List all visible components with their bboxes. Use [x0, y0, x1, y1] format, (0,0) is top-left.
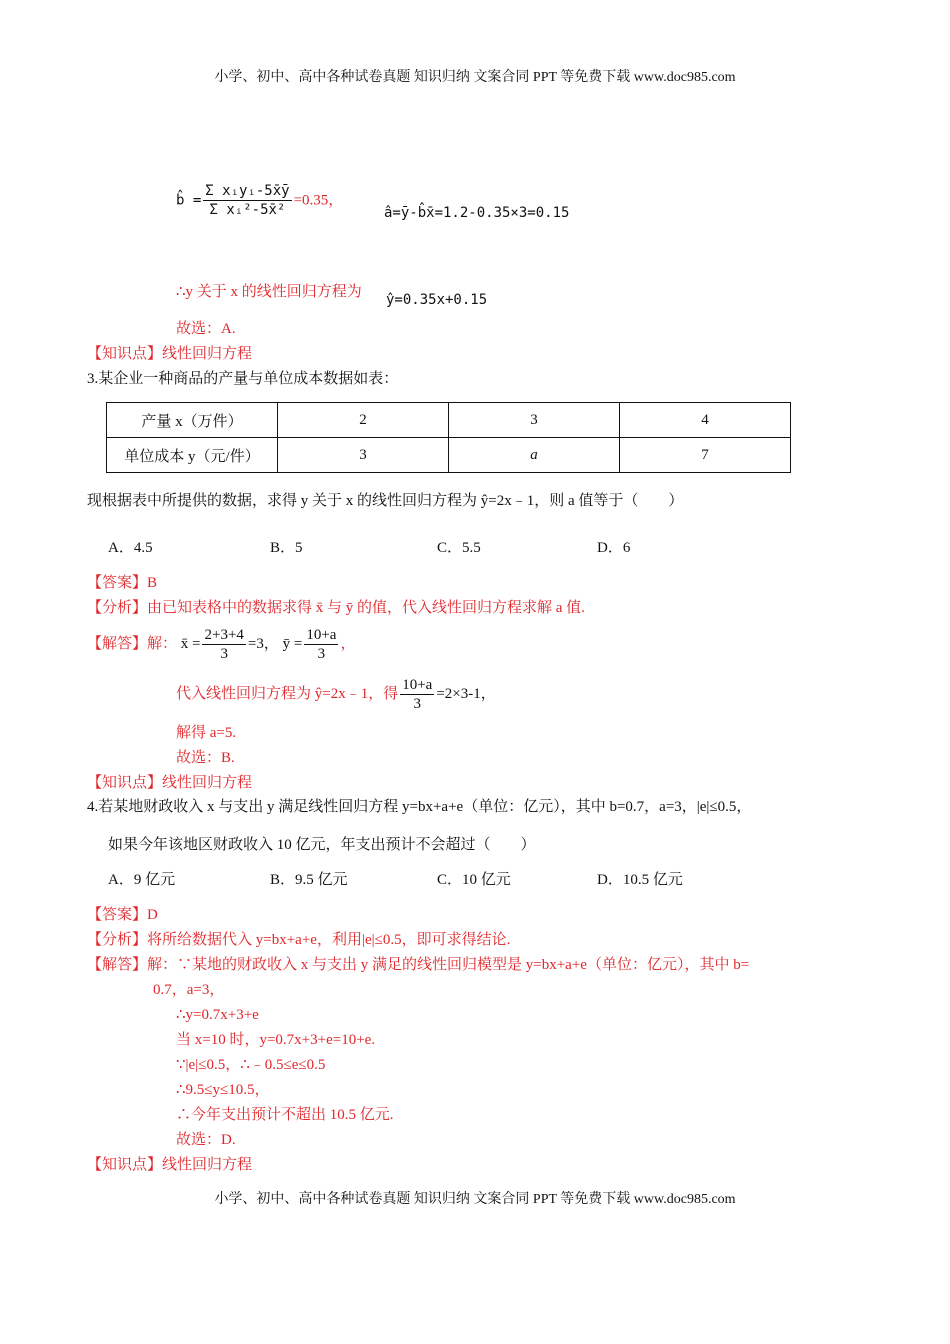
q2-knowledge: 【知识点】线性回归方程: [87, 346, 253, 362]
b-numerator: Σ xᵢyᵢ-5x̄ȳ: [205, 183, 290, 199]
q3-step1: [176, 676, 496, 713]
q2-conclusion: ∴y 关于 x 的线性回归方程为: [176, 284, 362, 300]
q4-option-c: C．10 亿元: [437, 872, 511, 888]
q2-equation: ŷ=0.35x+0.15: [386, 292, 488, 308]
q4-solution: 【解答】解：∵某地的财政收入 x 与支出 y 满足的线性回归模型是 y=bx+a+e（单位：亿元），其中 b=: [87, 957, 750, 973]
q3-option-a: A．4.5: [108, 540, 153, 556]
q3-option-d: D．6: [597, 540, 631, 556]
q4-step: 当 x=10 时，y=0.7x+3+e=10+e.: [176, 1032, 376, 1048]
q3-analysis: 【分析】由已知表格中的数据求得 x̄ 与 ȳ 的值，代入线性回归方程求解 a 值.: [87, 600, 585, 616]
q4-answer: 【答案】D: [87, 907, 158, 923]
table-row: [107, 438, 791, 473]
xbar-numerator: 2+3+4: [204, 627, 244, 643]
q4-option-b: B．9.5 亿元: [270, 872, 348, 888]
table-cell: 3: [449, 403, 620, 438]
q4-knowledge: 【知识点】线性回归方程: [87, 1157, 253, 1173]
a-hat-formula: â=ȳ-b̂x̄=1.2-0.35×3=0.15: [384, 205, 570, 221]
q4-question: 4.若某地财政收入 x 与支出 y 满足线性回归方程 y=bx+a+e（单位：亿元），其中 b=0.7，a=3，|e|≤0.5，: [87, 799, 752, 815]
q3-answer: 【答案】B: [87, 575, 158, 591]
q4-analysis: 【分析】将所给数据代入 y=bx+a+e，利用|e|≤0.5，即可求得结论.: [87, 932, 511, 948]
q4-solution-cont: 0.7，a=3，: [153, 982, 225, 998]
q4-step: ∴今年支出预计不超出 10.5 亿元.: [176, 1107, 394, 1123]
ybar-label: ȳ =: [282, 635, 303, 652]
q3-question: 3.某企业一种商品的产量与单位成本数据如表：: [87, 371, 399, 387]
q4-option-a: A．9 亿元: [108, 872, 176, 888]
q2-choice: 故选：A.: [176, 321, 236, 337]
solution-label: 【解答】解：: [87, 635, 178, 652]
table-cell: 4: [620, 403, 791, 438]
ybar-result: ，: [340, 635, 356, 652]
table-cell: 2: [278, 403, 449, 438]
table-cell: 3: [278, 438, 449, 473]
table-cell: a: [449, 438, 620, 473]
q4-step: 故选：D.: [176, 1132, 236, 1148]
q4-step: ∵|e|≤0.5，∴﹣0.5≤e≤0.5: [176, 1057, 326, 1073]
q4-option-d: D．10.5 亿元: [597, 872, 683, 888]
q3-step2: 解得 a=5.: [176, 725, 237, 741]
table-row: [107, 403, 791, 438]
page-header: 小学、初中、高中各种试卷真题 知识归纳 文案合同 PPT 等免费下载 www.doc985.com: [214, 70, 736, 85]
xbar-result: =3，: [247, 635, 279, 652]
step1-denominator: 3: [413, 696, 422, 712]
b-denominator: Σ xᵢ²-5x̄²: [209, 202, 286, 218]
step1-result: =2×3-1，: [436, 685, 496, 702]
q4-step: ∴y=0.7x+3+e: [176, 1007, 259, 1023]
q4-step: ∴9.5≤y≤10.5，: [176, 1082, 270, 1098]
b-label: b̂ =: [176, 192, 202, 209]
xbar-denominator: 3: [220, 646, 228, 662]
q3-option-c: C．5.5: [437, 540, 481, 556]
ybar-denominator: 3: [317, 646, 326, 662]
q3-data-table: [106, 402, 791, 473]
page-footer: 小学、初中、高中各种试卷真题 知识归纳 文案合同 PPT 等免费下载 www.doc985.com: [214, 1192, 736, 1207]
q3-solution: [87, 626, 355, 663]
b-hat-formula: [176, 182, 343, 219]
table-cell: 单位成本 y（元/件）: [107, 438, 278, 473]
table-cell: 7: [620, 438, 791, 473]
xbar-label: x̄ =: [180, 635, 201, 652]
q3-choice: 故选：B.: [176, 750, 235, 766]
b-value: =0.35，: [293, 192, 344, 209]
table-cell: 产量 x（万件）: [107, 403, 278, 438]
step1-numerator: 10+a: [402, 677, 433, 693]
q3-knowledge: 【知识点】线性回归方程: [87, 775, 253, 791]
ybar-numerator: 10+a: [306, 627, 337, 643]
step1-text: 代入线性回归方程为 ŷ=2x﹣1，得: [176, 685, 399, 702]
q3-option-b: B．5: [270, 540, 303, 556]
q3-prompt: 现根据表中所提供的数据，求得 y 关于 x 的线性回归方程为 ŷ=2x﹣1，则 a 值等于（ ）: [87, 493, 684, 509]
q4-question-2: 如果今年该地区财政收入 10 亿元，年支出预计不会超过（ ）: [108, 837, 536, 853]
